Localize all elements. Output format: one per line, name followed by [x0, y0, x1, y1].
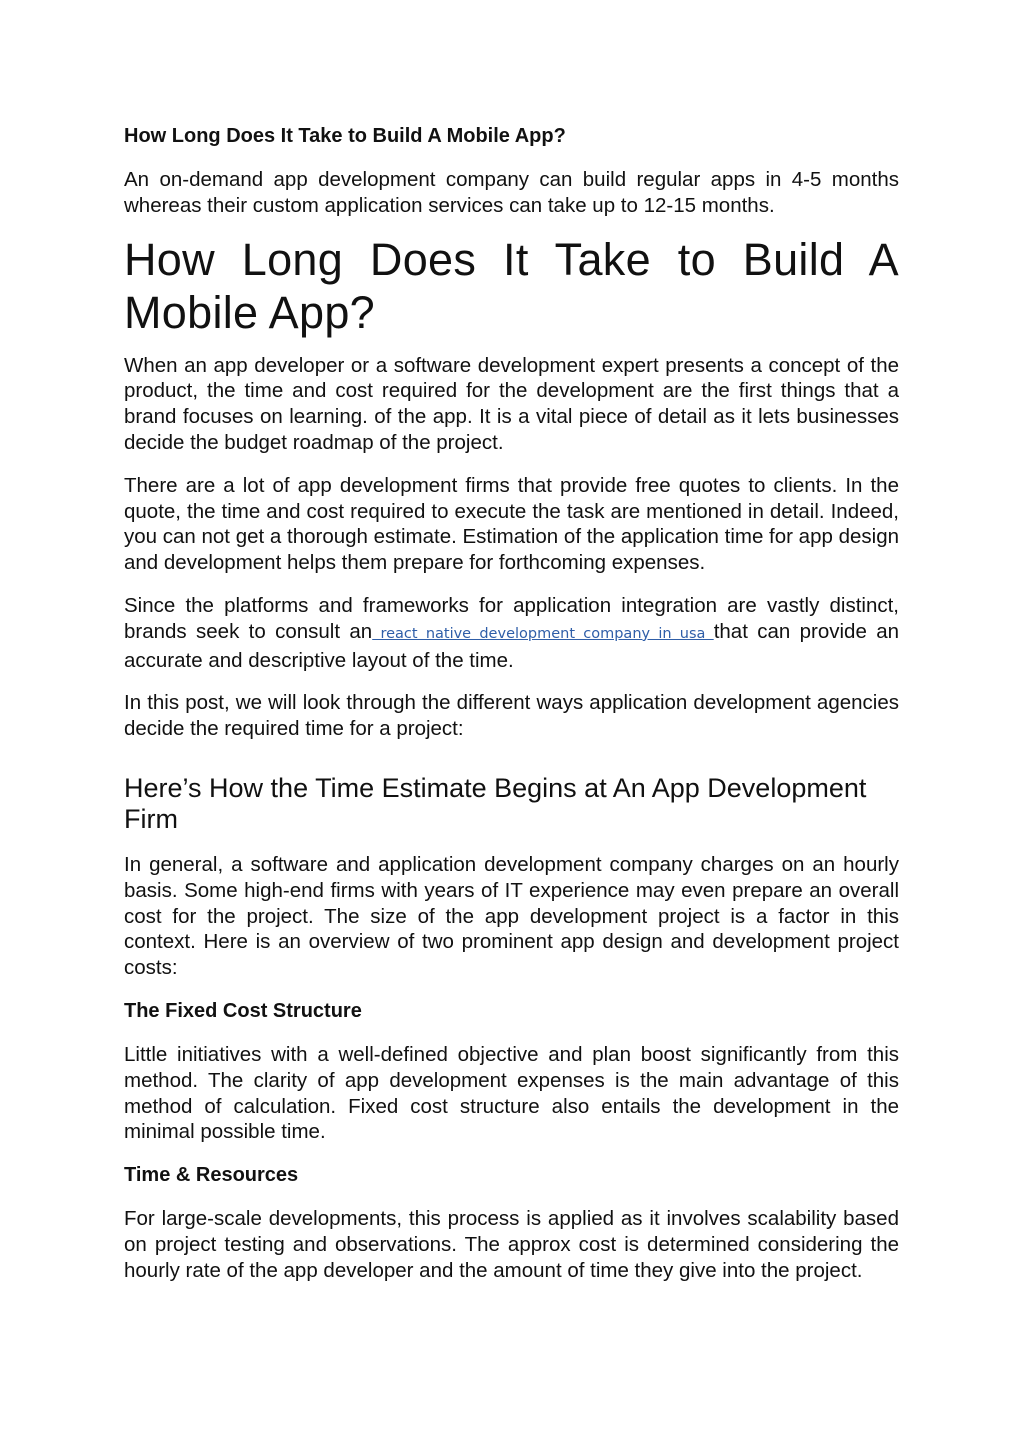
section-title: Here’s How the Time Estimate Begins at An App Development Firm [124, 772, 867, 834]
paragraph-time-resources: For large-scale developments, this process is applied as it involves scalability based on project testing and observations. The approx cost is determined considering the hourly rate of the app developer and the amount of time they give into the project. [124, 1207, 899, 1282]
paragraph-fixed-cost: Little initiatives with a well-defined objective and plan boost significantly from this method. The clarity of app development expenses is the main advantage of this method of calculation. Fixed cost structure also entails the development in the minimal possible time. [124, 1042, 899, 1144]
intro-paragraph: An on-demand app development company can build regular apps in 4-5 months whereas their custom application services can take up to 12-15 months. [124, 168, 899, 217]
paragraph-hourly-basis: In general, a software and application development company charges on an hourly basis. Some high-end firms with years of IT experience may even prepare an overall cost for the project. The size of the app development project is a factor in this context. Here is an overview of two prominent app design and development project costs: [124, 852, 899, 980]
paragraph-quotes: There are a lot of app development firms that provide free quotes to clients. In the quote, the time and cost required to execute the task are mentioned in detail. Indeed, you can not get a thorough estimate. Estimation of the application time for app design and development helps them prepare for forthcoming expenses. [124, 473, 899, 575]
paragraph-platforms-text-before: Since the platforms and frameworks for application integration are vastly distinct, brands seek to consult an [124, 593, 899, 643]
main-title: How Long Does It Take to Build A Mobile App? [124, 233, 899, 338]
fixed-cost-heading: The Fixed Cost Structure [124, 999, 362, 1022]
document-body [124, 124, 899, 1284]
time-resources-heading: Time & Resources [124, 1164, 299, 1187]
kicker-title: How Long Does It Take to Build A Mobile App? [124, 125, 566, 147]
react-native-company-link[interactable]: react native development company in usa [372, 625, 714, 642]
paragraph-platforms [124, 593, 899, 673]
paragraph-post-intro: In this post, we will look through the different ways application development agencies decide the required time for a project: [124, 691, 899, 741]
paragraph-concept: When an app developer or a software development expert presents a concept of the product, the time and cost required for the development are the first things that a brand focuses on learning. of the app. It is a vital piece of detail as it lets businesses decide the budget roadmap of the project. [124, 353, 899, 454]
paragraph-platforms-text-after: that can provide an accurate and descriptive layout of the time. [124, 619, 900, 672]
